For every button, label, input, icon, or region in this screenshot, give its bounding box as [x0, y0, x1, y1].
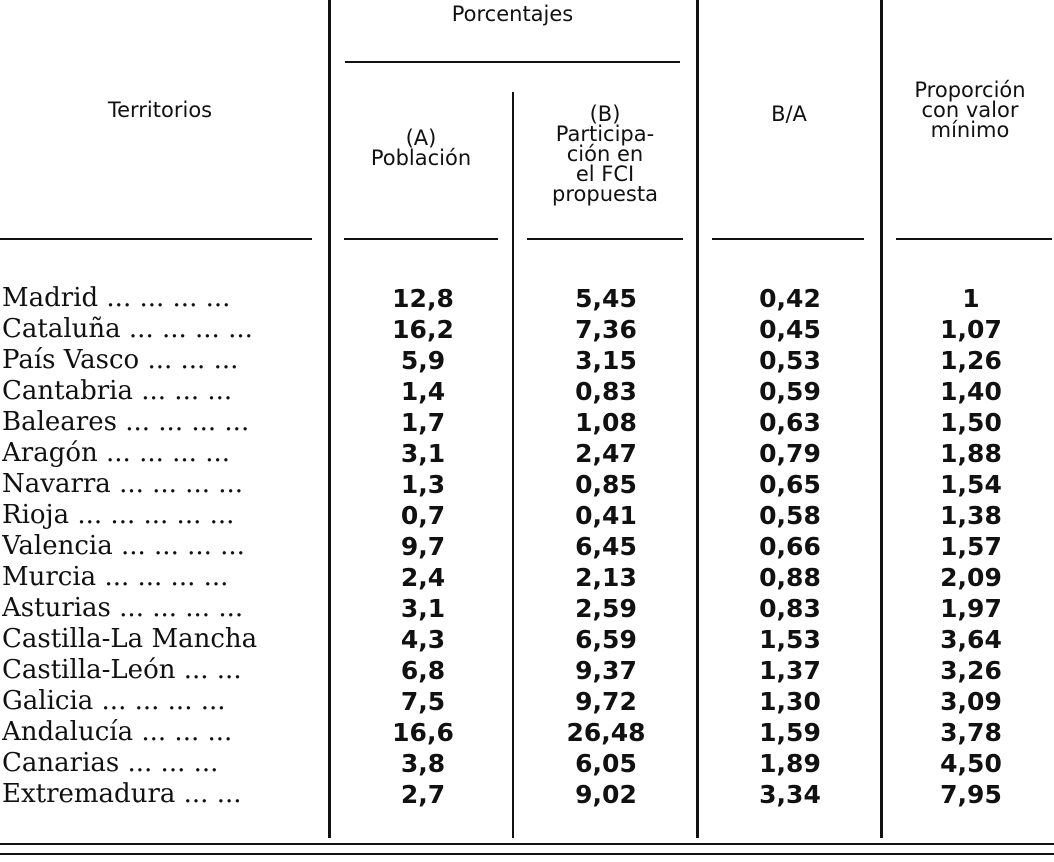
header-rule	[896, 238, 1052, 240]
cell-participacion: 9,72	[575, 687, 637, 716]
table-row	[0, 376, 1054, 407]
cell-proporcion: 3,78	[940, 718, 1002, 747]
cell-poblacion: 5,9	[400, 346, 446, 375]
cell-ratio: 0,58	[759, 501, 821, 530]
cell-ratio: 1,53	[759, 625, 821, 654]
cell-ratio: 0,59	[759, 377, 821, 406]
cell-participacion: 9,02	[575, 780, 637, 809]
cell-participacion: 2,13	[575, 563, 637, 592]
cell-participacion: 6,59	[575, 625, 637, 654]
cell-proporcion: 3,64	[940, 625, 1002, 654]
cell-territorio: Canarias ... ... ...	[2, 748, 219, 778]
header-rule	[344, 238, 498, 240]
header-territorios: Territorios	[107, 98, 213, 122]
cell-ratio: 1,37	[759, 656, 821, 685]
cell-poblacion: 6,8	[400, 656, 446, 685]
cell-proporcion: 1,40	[940, 377, 1002, 406]
cell-territorio: Rioja ... ... ... ... ...	[2, 500, 235, 530]
cell-proporcion: 1,38	[940, 501, 1002, 530]
cell-territorio: Asturias ... ... ... ...	[2, 593, 244, 623]
cell-poblacion: 1,4	[400, 377, 446, 406]
cell-participacion: 6,05	[575, 749, 637, 778]
cell-proporcion: 3,09	[940, 687, 1002, 716]
cell-poblacion: 16,6	[392, 718, 454, 747]
cell-proporcion: 3,26	[940, 656, 1002, 685]
table-row	[0, 686, 1054, 717]
cell-participacion: 3,15	[575, 346, 637, 375]
table-row	[0, 624, 1054, 655]
cell-ratio: 0,83	[759, 594, 821, 623]
table-row	[0, 407, 1054, 438]
cell-territorio: Cantabria ... ... ...	[2, 376, 233, 406]
cell-participacion: 0,83	[575, 377, 637, 406]
table-row	[0, 438, 1054, 469]
header-rule	[0, 238, 312, 240]
cell-participacion: 0,41	[575, 501, 637, 530]
cell-poblacion: 9,7	[400, 532, 446, 561]
cell-proporcion: 1,07	[940, 315, 1002, 344]
cell-participacion: 0,85	[575, 470, 637, 499]
cell-participacion: 1,08	[575, 408, 637, 437]
cell-territorio: Castilla-León ... ...	[2, 655, 242, 685]
cell-proporcion: 1,26	[940, 346, 1002, 375]
cell-proporcion: 2,09	[940, 563, 1002, 592]
cell-ratio: 0,66	[759, 532, 821, 561]
cell-ratio: 0,88	[759, 563, 821, 592]
header-rule	[527, 238, 683, 240]
cell-territorio: Andalucía ... ... ...	[2, 717, 233, 747]
table-row	[0, 345, 1054, 376]
table-row	[0, 593, 1054, 624]
table-row	[0, 314, 1054, 345]
table-row	[0, 283, 1054, 314]
bottom-rule	[0, 853, 1054, 855]
cell-participacion: 26,48	[566, 718, 646, 747]
cell-territorio: Castilla-La Mancha	[2, 624, 258, 654]
cell-proporcion: 1,54	[940, 470, 1002, 499]
table-row	[0, 469, 1054, 500]
cell-ratio: 1,89	[759, 749, 821, 778]
cell-territorio: País Vasco ... ... ...	[2, 345, 239, 375]
cell-territorio: Madrid ... ... ... ...	[2, 283, 231, 313]
cell-ratio: 0,63	[759, 408, 821, 437]
cell-poblacion: 3,1	[400, 594, 446, 623]
table-row	[0, 779, 1054, 810]
table-row	[0, 531, 1054, 562]
cell-proporcion: 1,88	[940, 439, 1002, 468]
cell-ratio: 0,65	[759, 470, 821, 499]
header-participacion: (B) Participa- ción en el FCI propuesta	[552, 102, 658, 206]
cell-participacion: 2,47	[575, 439, 637, 468]
cell-territorio: Baleares ... ... ... ...	[2, 407, 250, 437]
bottom-rule	[0, 843, 1054, 845]
cell-ratio: 0,53	[759, 346, 821, 375]
cell-proporcion: 1	[962, 284, 980, 313]
cell-poblacion: 4,3	[400, 625, 446, 654]
cell-poblacion: 16,2	[392, 315, 454, 344]
cell-proporcion: 1,57	[940, 532, 1002, 561]
header-poblacion: (A) Población	[370, 126, 472, 170]
cell-poblacion: 12,8	[392, 284, 454, 313]
cell-participacion: 2,59	[575, 594, 637, 623]
header-proporcion: Proporción con valor mínimo	[914, 78, 1026, 142]
cell-participacion: 7,36	[575, 315, 637, 344]
cell-territorio: Aragón ... ... ... ...	[2, 438, 230, 468]
cell-ratio: 1,59	[759, 718, 821, 747]
cell-poblacion: 3,8	[400, 749, 446, 778]
cell-proporcion: 4,50	[940, 749, 1002, 778]
cell-poblacion: 3,1	[400, 439, 446, 468]
table-row	[0, 562, 1054, 593]
cell-poblacion: 0,7	[400, 501, 446, 530]
cell-participacion: 9,37	[575, 656, 637, 685]
cell-ratio: 1,30	[759, 687, 821, 716]
cell-territorio: Valencia ... ... ... ...	[2, 531, 245, 561]
cell-poblacion: 2,4	[400, 563, 446, 592]
cell-participacion: 6,45	[575, 532, 637, 561]
cell-territorio: Extremadura ... ...	[2, 779, 242, 809]
table-row	[0, 655, 1054, 686]
cell-poblacion: 2,7	[400, 780, 446, 809]
cell-ratio: 3,34	[759, 780, 821, 809]
header-rule	[712, 238, 864, 240]
table-row	[0, 717, 1054, 748]
table-row	[0, 500, 1054, 531]
cell-territorio: Cataluña ... ... ... ...	[2, 314, 253, 344]
header-ratio: B/A	[771, 102, 807, 126]
cell-territorio: Galicia ... ... ... ...	[2, 686, 226, 716]
cell-proporcion: 7,95	[940, 780, 1002, 809]
porcentajes-rule	[345, 61, 680, 63]
cell-ratio: 0,45	[759, 315, 821, 344]
table-row	[0, 748, 1054, 779]
cell-participacion: 5,45	[575, 284, 637, 313]
cell-ratio: 0,42	[759, 284, 821, 313]
cell-poblacion: 1,3	[400, 470, 446, 499]
cell-poblacion: 1,7	[400, 408, 446, 437]
cell-territorio: Navarra ... ... ... ...	[2, 469, 244, 499]
cell-territorio: Murcia ... ... ... ...	[2, 562, 229, 592]
header-porcentajes: Porcentajes	[451, 2, 574, 26]
cell-ratio: 0,79	[759, 439, 821, 468]
cell-poblacion: 7,5	[400, 687, 446, 716]
cell-proporcion: 1,97	[940, 594, 1002, 623]
cell-proporcion: 1,50	[940, 408, 1002, 437]
